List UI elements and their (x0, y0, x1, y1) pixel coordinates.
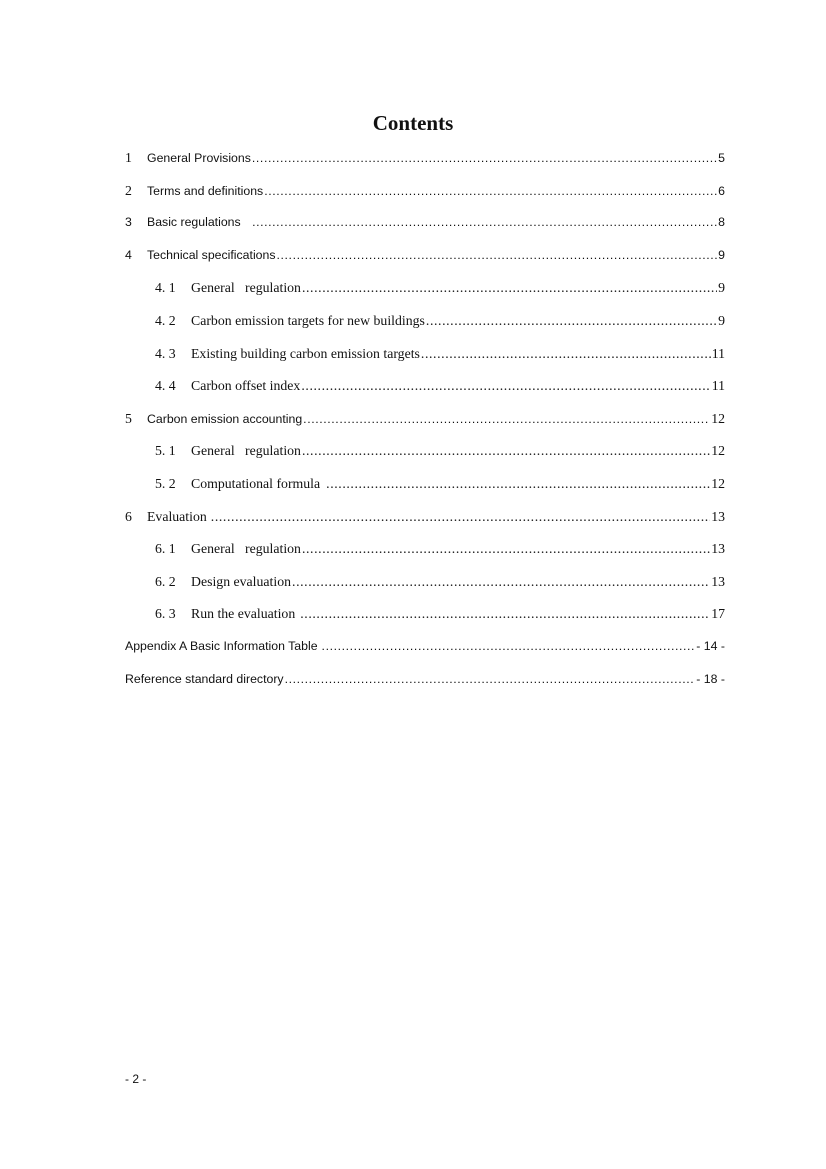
toc-entry-number: 5 (125, 410, 132, 426)
toc-entry-title: General regulation (191, 541, 301, 557)
toc-entry-number: 5. 2 (155, 475, 176, 491)
toc-entry-page: 9 (718, 280, 725, 296)
toc-entry-title: General regulation (191, 280, 301, 296)
toc-entry-number: 4. 1 (155, 280, 176, 296)
toc-leader (302, 280, 717, 296)
toc-entry[interactable] (125, 378, 725, 411)
toc-entry-title: Carbon emission accounting (147, 411, 303, 426)
toc-entry-title: Existing building carbon emission targets (191, 345, 420, 361)
toc-entry[interactable] (125, 215, 725, 248)
toc-entry-number: 6. 2 (155, 573, 176, 589)
toc-entry-page: 12 (711, 443, 725, 459)
toc-entry-number: 3 (125, 215, 132, 230)
toc-entry[interactable] (125, 411, 725, 444)
toc-entry-page: 13 (711, 573, 725, 589)
toc-entry-page: 11 (711, 345, 725, 361)
toc-entry[interactable] (125, 606, 725, 639)
toc-entry-title: Technical specifications (147, 247, 276, 262)
toc-entry[interactable] (125, 150, 725, 183)
toc-entry-page: 5 (718, 151, 725, 165)
page-number-footer: - 2 - (125, 1072, 147, 1086)
toc-entry-page: - 18 - (696, 671, 725, 686)
toc-entry-title: Appendix A Basic Information Table (125, 638, 318, 653)
toc-leader (277, 248, 718, 262)
toc-leader (292, 574, 710, 590)
toc-entry-page: 13 (711, 508, 725, 524)
toc-leader (252, 151, 717, 165)
toc-entry-page: 13 (711, 541, 725, 557)
toc-entry-title: Design evaluation (191, 573, 292, 589)
toc-leader (322, 639, 696, 653)
toc-entry-page: 8 (718, 215, 725, 230)
toc-entry-title: Run the evaluation (191, 606, 296, 622)
toc-entry-number: 5. 1 (155, 443, 176, 459)
toc-entry-page: 9 (718, 312, 725, 328)
toc-entry-title: Carbon emission targets for new buildings (191, 312, 425, 328)
toc-entry-title: Carbon offset index (191, 378, 301, 394)
toc-entry-number: 1 (125, 150, 132, 165)
toc-entry-title: Computational formula (191, 475, 321, 491)
toc-leader (421, 346, 711, 362)
toc-entry[interactable] (125, 280, 725, 313)
toc-leader (300, 606, 710, 622)
toc-leader (302, 541, 710, 557)
toc-leader (252, 215, 717, 229)
toc-entry-page: 17 (711, 606, 725, 622)
toc-entry-number: 6 (125, 508, 132, 524)
toc-entry-number: 4. 3 (155, 345, 176, 361)
toc-leader (326, 476, 710, 492)
toc-entry-title: General regulation (191, 443, 301, 459)
toc-leader (426, 313, 717, 329)
toc-entry[interactable] (125, 476, 725, 509)
toc-entry-page: 12 (711, 475, 725, 491)
toc-leader (301, 378, 710, 394)
toc-entry-title: General Provisions (147, 151, 251, 165)
toc-entry[interactable] (125, 574, 725, 607)
toc-entry-title: Basic regulations (147, 215, 245, 230)
toc-entry[interactable] (125, 248, 725, 281)
table-of-contents (125, 150, 725, 704)
toc-entry-number: 2 (125, 182, 132, 198)
toc-entry-page: - 14 - (696, 638, 725, 653)
toc-entry[interactable] (125, 541, 725, 574)
toc-entry-page: 9 (718, 247, 725, 262)
toc-entry[interactable] (125, 346, 725, 379)
toc-leader (303, 412, 710, 426)
toc-entry[interactable] (125, 509, 725, 542)
toc-leader (302, 443, 710, 459)
page-title: Contents (372, 111, 454, 135)
toc-entry-page: 11 (711, 378, 725, 394)
toc-entry-number: 4. 2 (155, 312, 176, 328)
toc-entry-page: 12 (711, 410, 725, 426)
toc-leader (211, 509, 710, 525)
toc-entry[interactable] (125, 313, 725, 346)
toc-entry-title: Terms and definitions (147, 183, 264, 198)
toc-leader (285, 672, 696, 686)
toc-entry[interactable] (125, 639, 725, 672)
toc-entry-title: Evaluation (147, 508, 207, 524)
toc-entry-page: 6 (718, 183, 725, 198)
toc-entry[interactable] (125, 672, 725, 705)
toc-entry[interactable] (125, 443, 725, 476)
toc-entry-number: 4 (125, 247, 132, 262)
toc-entry-title: Reference standard directory (125, 671, 284, 686)
toc-leader (264, 184, 717, 198)
toc-entry-number: 6. 1 (155, 541, 176, 557)
toc-entry-number: 6. 3 (155, 606, 176, 622)
toc-entry-number: 4. 4 (155, 378, 176, 394)
toc-entry[interactable] (125, 183, 725, 216)
